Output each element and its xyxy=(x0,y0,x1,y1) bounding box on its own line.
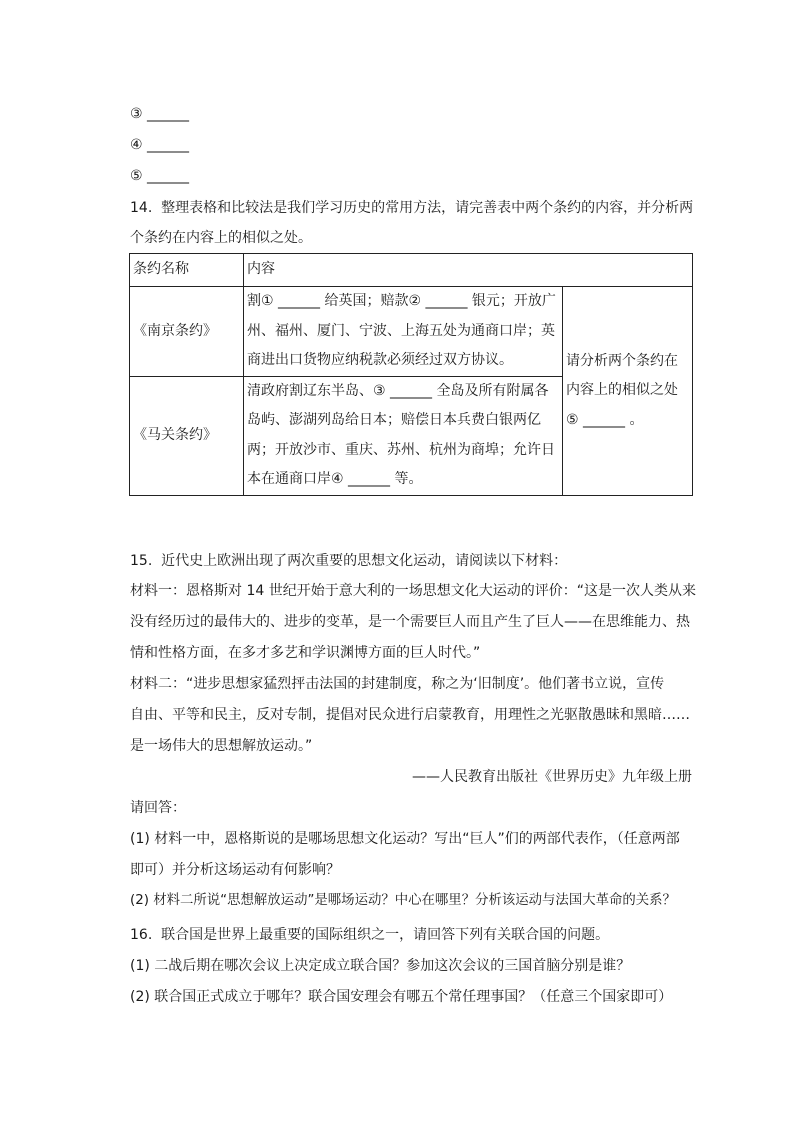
maguan-treaty-name: 《马关条约》 xyxy=(130,376,244,495)
q14-line-1 xyxy=(130,198,693,218)
header-treaty-name: 条约名称 xyxy=(130,254,244,287)
answer-line-3: ③ ______ xyxy=(130,106,190,122)
nanjing-treaty-name: 《南京条约》 xyxy=(130,287,244,377)
answer-line-5: ⑤ ______ xyxy=(130,168,190,184)
material2-line-2: 自由、平等和民主，反对专制，提倡对民众进行启蒙教育，用理性之光驱散愚昧和黑暗…… xyxy=(130,707,690,723)
table-row xyxy=(130,254,693,287)
maguan-content-text: 清政府割辽东半岛、③ ______ 全岛及所有附属各岛屿、澎湖列岛给日本；赔偿日本兵费白银两亿两；开放沙市、重庆、苏州、杭州为商埠；允许日本在通商口岸④ ______ 等。 xyxy=(247,382,555,487)
table-row xyxy=(130,287,693,377)
q14-text-2: 个条约在内容上的相似之处。 xyxy=(130,230,312,246)
analysis-text: 请分析两个条约在内容上的相似之处⑤ ______ 。 xyxy=(566,352,678,428)
q16-sub1: (1) 二战后期在哪次会议上决定成立联合国？参加这次会议的三国首脑分别是谁？ xyxy=(130,958,631,974)
q15-intro: 近代史上欧洲出现了两次重要的思想文化运动，请阅读以下材料： xyxy=(161,553,568,569)
q14-text-1: 整理表格和比较法是我们学习历史的常用方法，请完善表中两个条约的内容，并分析两 xyxy=(161,200,694,216)
treaty-table xyxy=(129,253,693,496)
nanjing-content-text: 割① ______ 给英国；赔款② ______ 银元；开放广州、福州、厦门、宁波、上海五处为通商口岸；英商进出口货物应纳税款必须经过双方协议。 xyxy=(247,293,556,368)
q15-number: 15. xyxy=(130,553,153,569)
q15-prompt: 请回答： xyxy=(130,800,186,816)
header-content: 内容 xyxy=(244,254,693,287)
q16-sub2: (2) 联合国正式成立于哪年？联合国安理会有哪五个常任理事国？（任意三个国家即可） xyxy=(130,989,673,1005)
q15-sub1-line-2: 即可）并分析这场运动有何影响？ xyxy=(130,862,340,878)
q15-sub2: (2) 材料二所说“思想解放运动”是哪场运动？中心在哪里？分析该运动与法国大革命的关系？ xyxy=(130,893,676,908)
q15-line-intro xyxy=(130,551,567,571)
answer-line-4: ④ ______ xyxy=(130,137,190,153)
analysis-cell xyxy=(563,287,693,496)
material2-line-1: 材料二：“进步思想家猛烈抨击法国的封建制度，称之为‘旧制度’。他们著书立说，宣传 xyxy=(130,676,665,692)
q16-number: 16. xyxy=(130,927,153,943)
q16-intro: 联合国是世界上最重要的国际组织之一，请回答下列有关联合国的问题。 xyxy=(161,927,610,943)
q15-sub1-line-1: (1) 材料一中，恩格斯说的是哪场思想文化运动？写出“巨人”们的两部代表作，（任意两部 xyxy=(130,831,680,847)
material1-line-1: 材料一：恩格斯对 14 世纪开始于意大利的一场思想文化大运动的评价：“这是一次人类从来 xyxy=(130,583,696,599)
maguan-treaty-content xyxy=(244,376,563,495)
q16-line-intro xyxy=(130,925,609,945)
material1-line-2: 没有经历过的最伟大的、进步的变革，是一个需要巨人而且产生了巨人——在思维能力、热 xyxy=(130,614,690,630)
q14-number: 14. xyxy=(130,200,153,216)
material1-line-3: 情和性格方面，在多才多艺和学识渊博方面的巨人时代。” xyxy=(130,645,481,661)
material2-line-3: 是一场伟大的思想解放运动。” xyxy=(130,738,313,754)
nanjing-treaty-content xyxy=(244,287,563,377)
material-source: ——人民教育出版社《世界历史》九年级上册 xyxy=(412,769,692,785)
